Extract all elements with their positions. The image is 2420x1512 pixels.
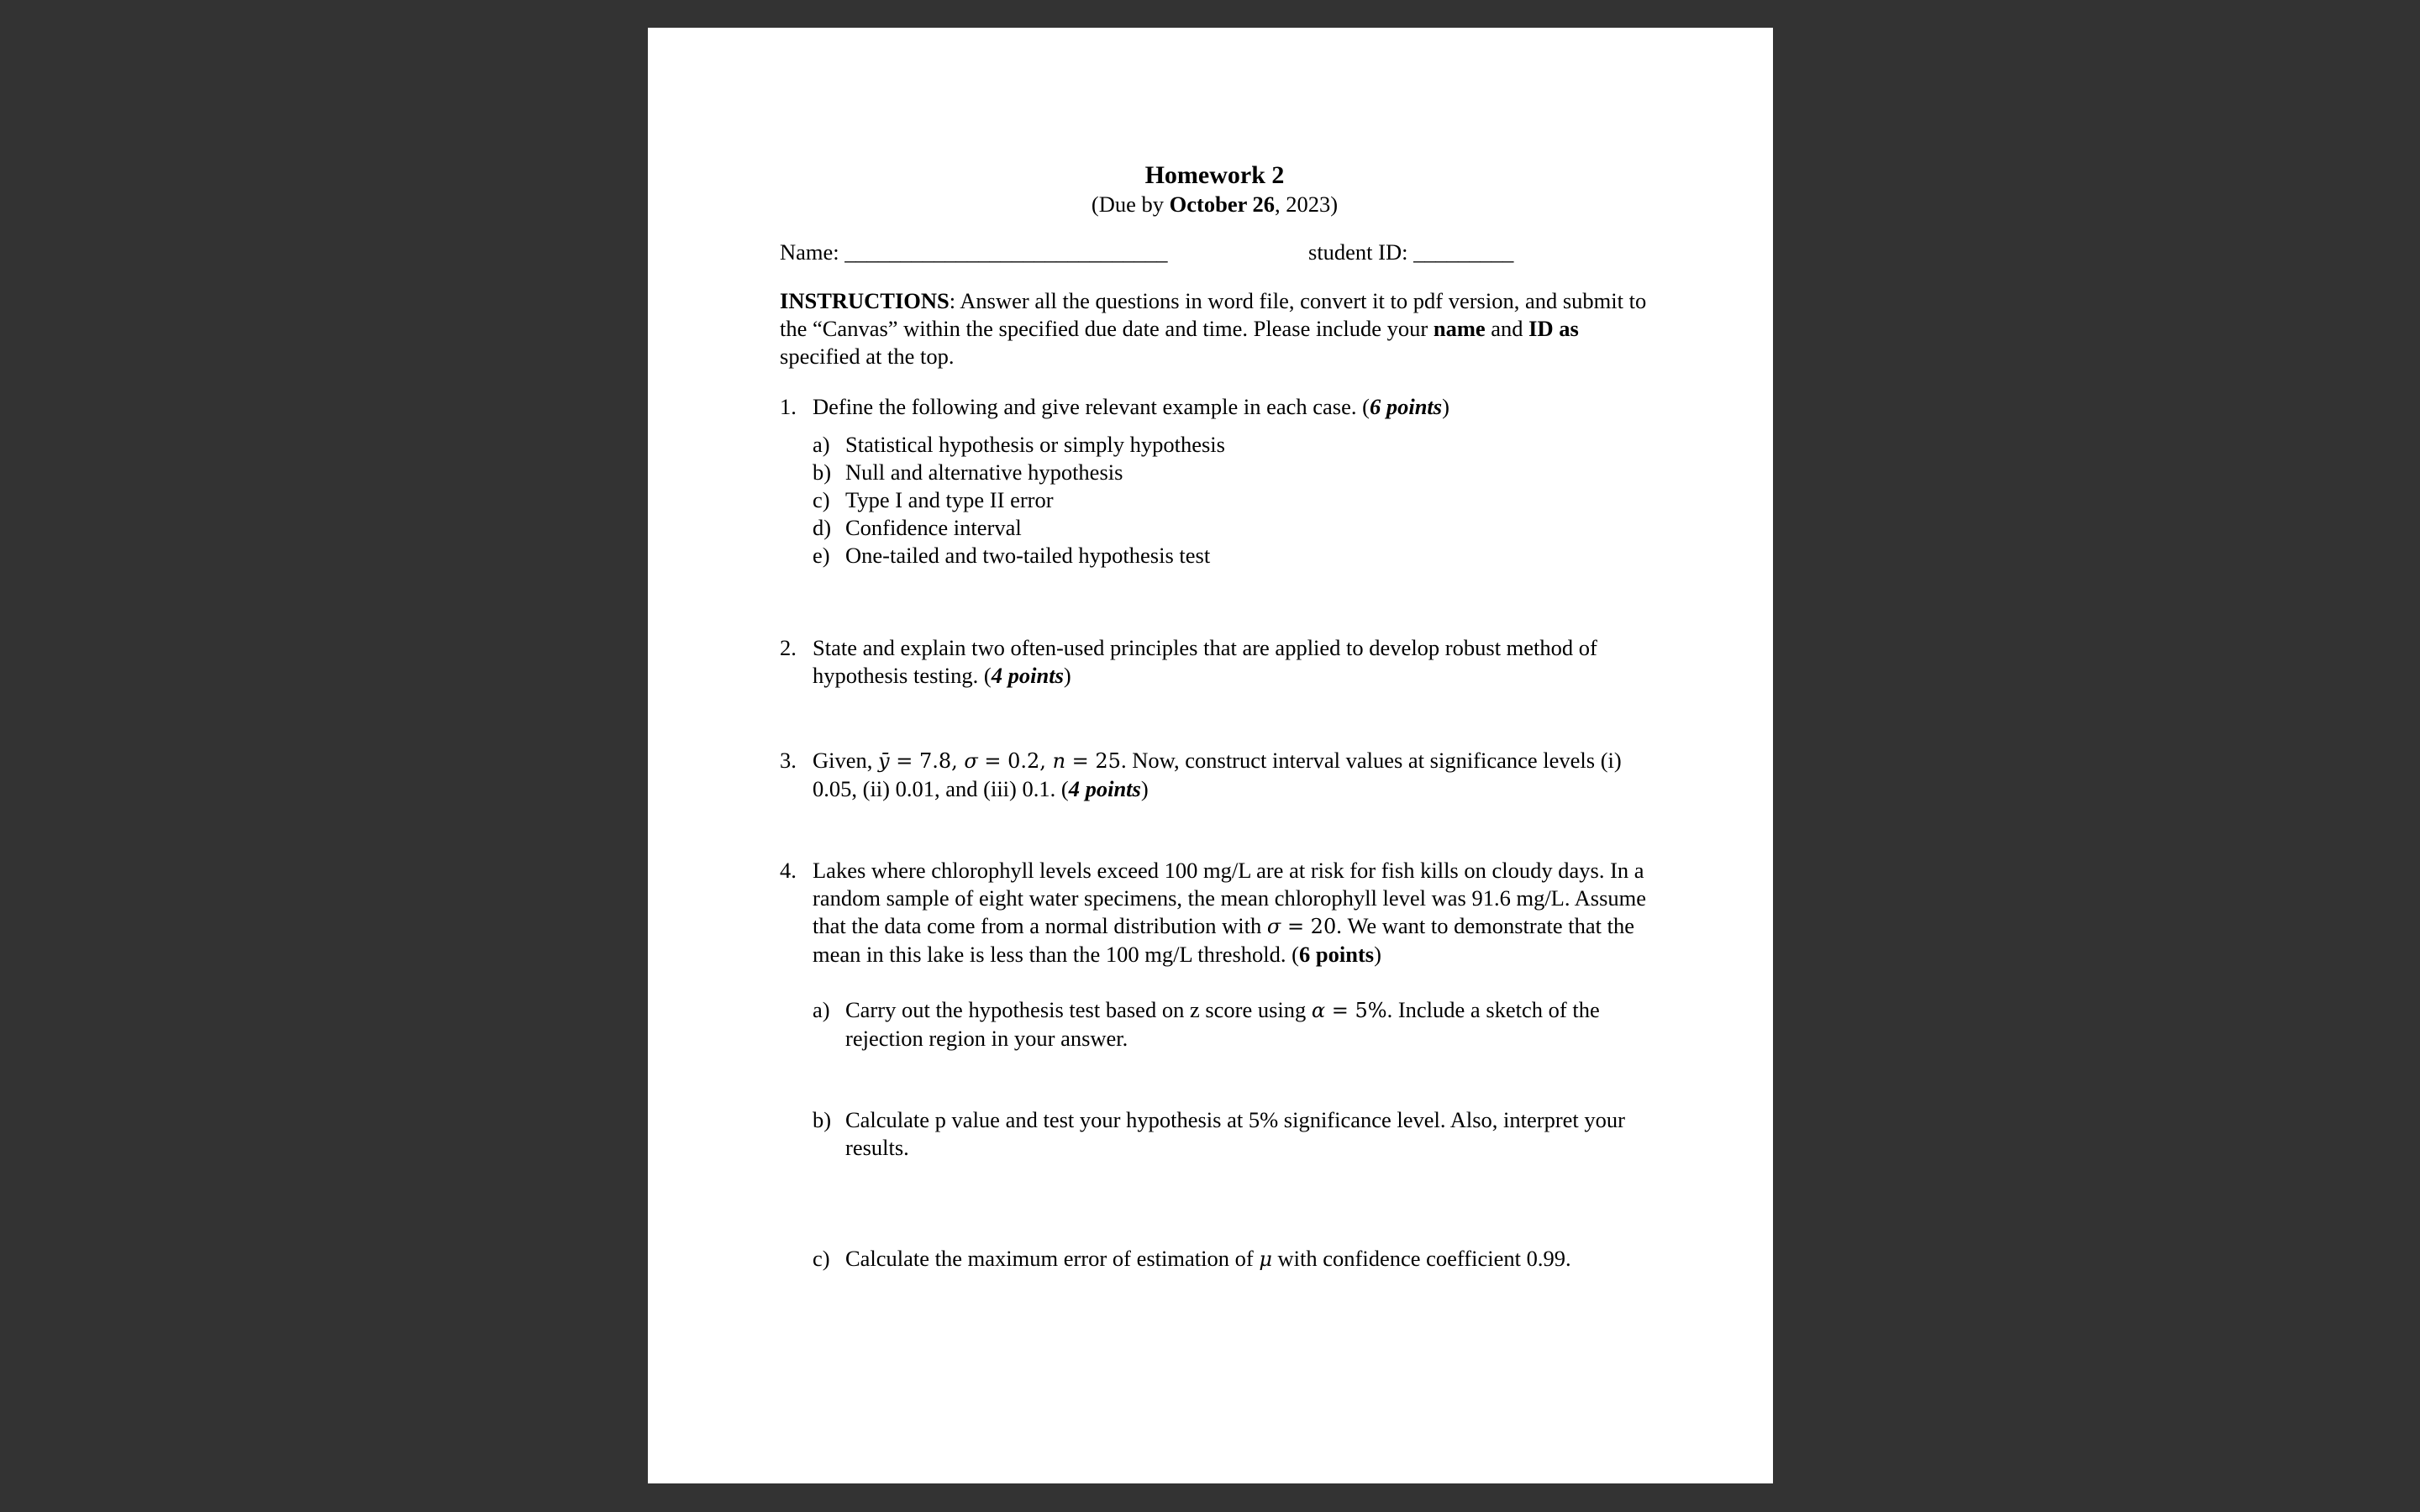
- document-page: [648, 28, 1773, 1483]
- student-id-field: student ID: _________: [1308, 239, 1514, 265]
- list-item: b) Calculate p value and test your hypothesis at 5% significance level. Also, interpret your results.: [813, 1107, 1625, 1160]
- list-item: e) One-tailed and two-tailed hypothesis test: [813, 543, 1211, 568]
- name-field: Name: _____________________________: [780, 239, 1168, 265]
- list-item: c) Calculate the maximum error of estimation of μ with confidence coefficient 0.99.: [813, 1246, 1571, 1271]
- question-4-a: [813, 996, 1649, 1053]
- document-title: Homework 2: [1144, 161, 1285, 189]
- question-3: 3. Given, ȳ = 7.8, σ = 0.2, n = 25. Now, construct interval values at significance levels (i) 0.05, (ii) 0.01, and (iii) 0.1. (4 points): [780, 748, 1622, 801]
- question-1: 1. Define the following and give relevant example in each case. (6 points): [780, 394, 1449, 419]
- document-content: [780, 160, 1649, 1273]
- question-1-items: [813, 431, 1649, 570]
- question-4: 4. Lakes where chlorophyll levels exceed 100 mg/L are at risk for fish kills on cloudy days. In a random sample of eight water specimens, the mean chlorophyll level was 91.6 mg/L. Assume that the data come from a normal distribution with σ = 20. We want to demonstrate that the mean in this lake is less than the 100 mg/L threshold. (6 points): [780, 858, 1647, 967]
- instructions-label: INSTRUCTIONS: [780, 288, 950, 313]
- list-item: a) Carry out the hypothesis test based on z score using α = 5%. Include a sketch of the rejection region in your answer.: [813, 997, 1600, 1051]
- name-id-row: [780, 239, 1649, 266]
- question-2: 2. State and explain two often-used principles that are applied to develop robust method of hypothesis testing. (4 points): [780, 635, 1597, 688]
- list-item: c) Type I and type II error: [813, 487, 1054, 512]
- question-4-b: [813, 1106, 1649, 1162]
- due-date-line: (Due by October 26, 2023): [1091, 192, 1339, 217]
- instructions-paragraph: INSTRUCTIONS: Answer all the questions in word file, convert it to pdf version, and submit to the “Canvas” within the specified due date and time. Please include your name and ID as specified at the top.: [780, 288, 1647, 369]
- due-date: October 26: [1169, 192, 1275, 217]
- list-item: a) Statistical hypothesis or simply hypothesis: [813, 432, 1225, 457]
- question-4-c: [813, 1245, 1649, 1273]
- list-item: d) Confidence interval: [813, 515, 1022, 540]
- list-item: b) Null and alternative hypothesis: [813, 459, 1123, 485]
